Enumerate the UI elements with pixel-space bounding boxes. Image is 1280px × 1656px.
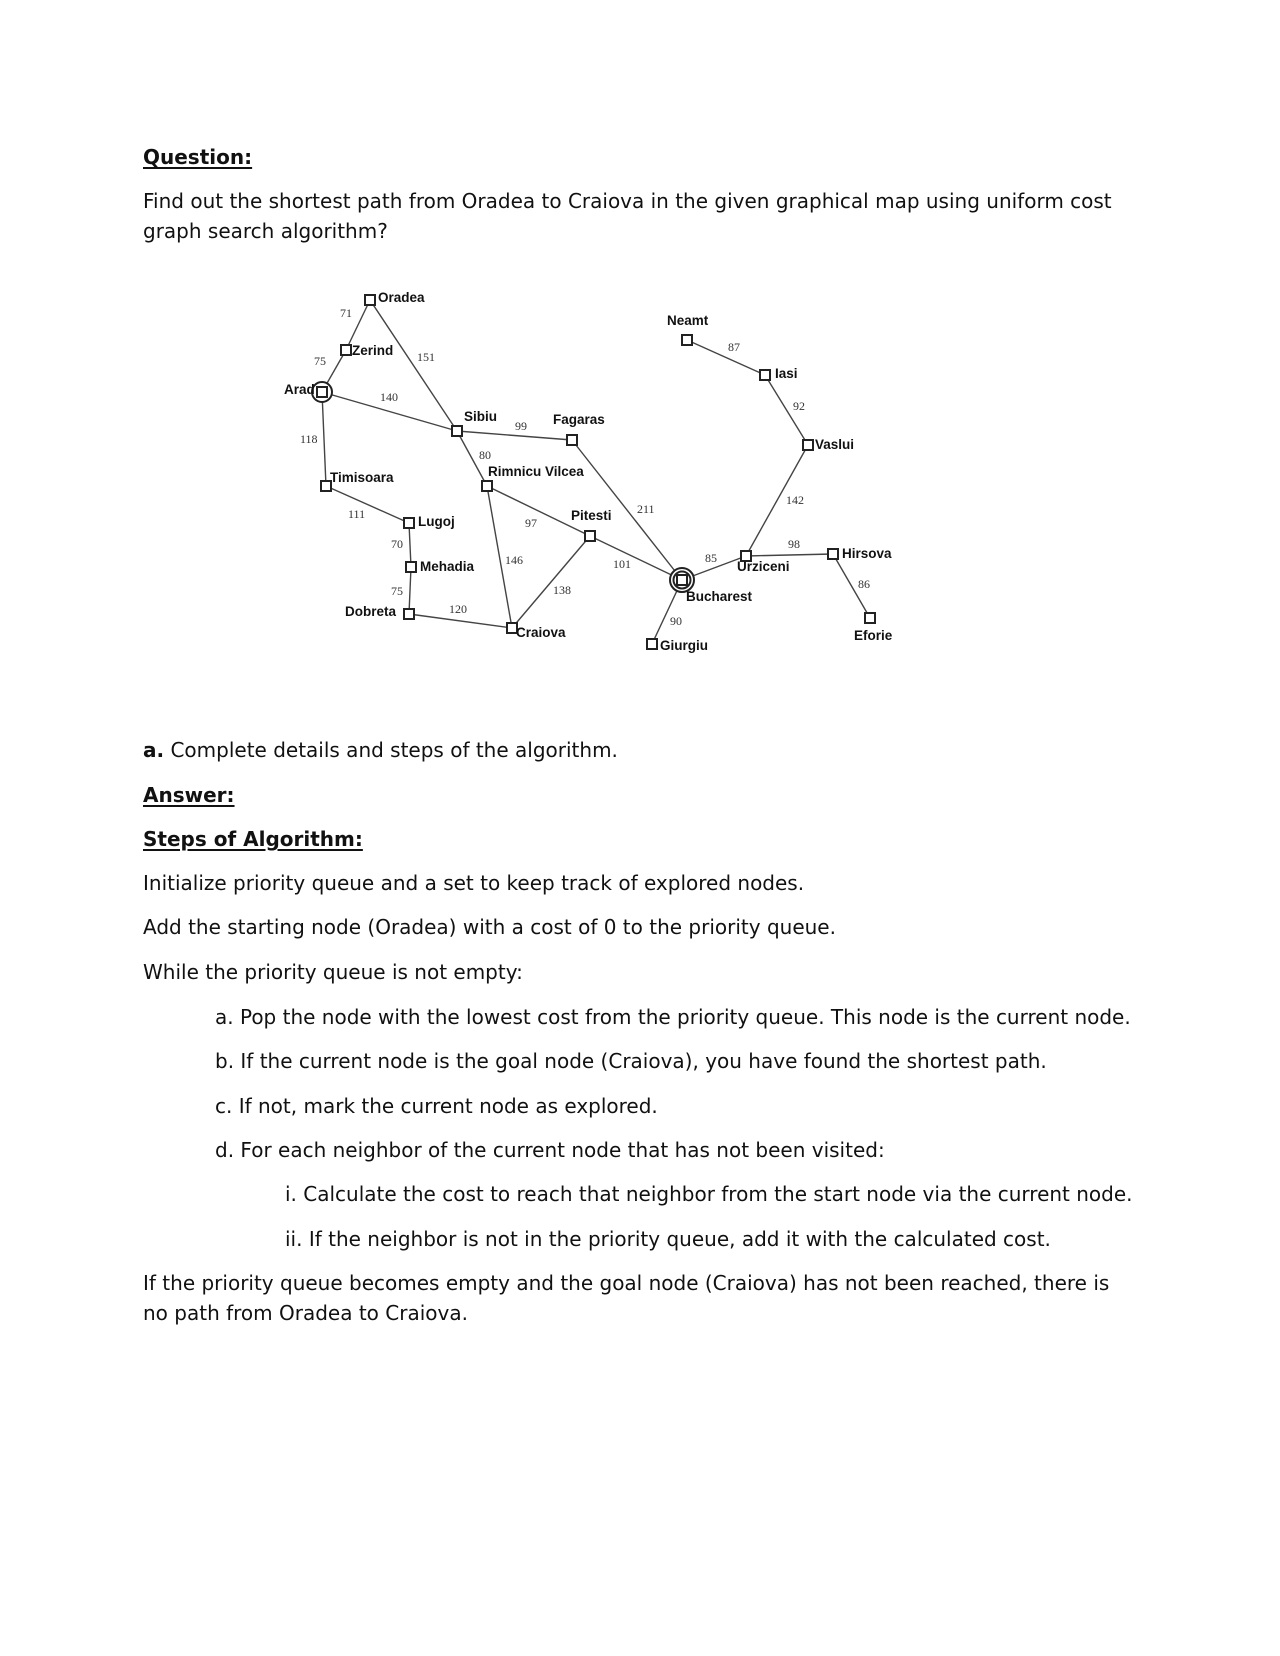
map-roads: [322, 300, 870, 644]
dist-neamt-iasi: 87: [728, 340, 740, 354]
city-label-fagaras: Fagaras: [553, 412, 605, 427]
rimnicu-marker: [482, 481, 492, 491]
dist-zerind-arad: 75: [314, 354, 326, 368]
city-label-eforie: Eforie: [854, 628, 893, 643]
road-mehadia-dobreta: [409, 567, 411, 614]
vaslui-marker: [803, 440, 813, 450]
oradea-marker: [365, 295, 375, 305]
dist-hirsova-eforie: 86: [858, 577, 870, 591]
dist-mehadia-dobreta: 75: [391, 584, 403, 598]
city-label-rimnicu: Rimnicu Vilcea: [488, 464, 584, 479]
step-add-start: Add the starting node (Oradea) with a cost of 0 to the priority queue.: [143, 915, 836, 939]
dobreta-marker: [404, 609, 414, 619]
city-label-zerind: Zerind: [352, 343, 394, 358]
city-label-urziceni: Urziceni: [737, 559, 790, 574]
step-while-loop: While the priority queue is not empty:: [143, 960, 523, 984]
dist-craiova-pitesti: 138: [553, 583, 571, 597]
map-graph: [284, 290, 950, 690]
arad-marker: [312, 382, 332, 402]
substep-d-ii: ii. If the neighbor is not in the priority queue, add it with the calculated cost.: [285, 1227, 1051, 1251]
answer-heading: Answer:: [143, 783, 235, 807]
city-label-lugoj: Lugoj: [418, 514, 455, 529]
city-label-sibiu: Sibiu: [464, 409, 497, 424]
city-label-bucharest: Bucharest: [686, 589, 753, 604]
city-labels: [284, 290, 893, 653]
city-label-pitesti: Pitesti: [571, 508, 612, 523]
zerind-marker: [341, 345, 351, 355]
neamt-marker: [682, 335, 692, 345]
substep-d-i: i. Calculate the cost to reach that neighbor from the start node via the current node.: [285, 1182, 1133, 1206]
question-heading: Question:: [143, 145, 253, 169]
city-label-craiova: Craiova: [516, 625, 566, 640]
road-pitesti-bucharest: [590, 536, 682, 580]
dist-lugoj-mehadia: 70: [391, 537, 403, 551]
part-a-text: Complete details and steps of the algorithm.: [170, 738, 618, 762]
road-dobreta-craiova: [409, 614, 512, 628]
substep-c: c. If not, mark the current node as explored.: [215, 1094, 658, 1118]
road-timisoara-lugoj: [326, 486, 409, 523]
city-label-timisoara: Timisoara: [330, 470, 394, 485]
steps-heading: Steps of Algorithm:: [143, 827, 363, 851]
romania-road-map: [284, 290, 950, 690]
dist-urziceni-hirsova: 98: [788, 537, 800, 551]
iasi-marker: [760, 370, 770, 380]
road-lugoj-mehadia: [409, 523, 411, 567]
part-a-label: a.: [143, 738, 165, 762]
sibiu-marker: [452, 426, 462, 436]
road-arad-timisoara: [322, 392, 326, 486]
dist-pitesti-bucharest: 101: [613, 557, 631, 571]
city-label-dobreta: Dobreta: [345, 604, 397, 619]
city-label-neamt: Neamt: [667, 313, 709, 328]
dist-rimnicu-craiova: 146: [505, 553, 523, 567]
dist-rimnicu-pitesti: 97: [525, 516, 537, 530]
dist-arad-timisoara: 118: [300, 432, 318, 446]
road-craiova-pitesti: [512, 536, 590, 628]
dist-oradea-sibiu: 151: [417, 350, 435, 364]
dist-bucharest-urziceni: 85: [705, 551, 717, 565]
city-label-mehadia: Mehadia: [420, 559, 475, 574]
lugoj-marker: [404, 518, 414, 528]
dist-arad-sibiu: 140: [380, 390, 398, 404]
city-label-vaslui: Vaslui: [815, 437, 855, 452]
dist-vaslui-urziceni: 142: [786, 493, 804, 507]
fagaras-marker: [567, 435, 577, 445]
dist-oradea-zerind: 71: [340, 306, 352, 320]
substep-d: d. For each neighbor of the current node that has not been visited:: [215, 1138, 885, 1162]
road-urziceni-hirsova: [746, 554, 833, 556]
dist-timisoara-lugoj: 111: [348, 507, 366, 521]
giurgiu-marker: [647, 639, 657, 649]
step-initialize: Initialize priority queue and a set to keep track of explored nodes.: [143, 871, 805, 895]
pitesti-marker: [585, 531, 595, 541]
substep-b: b. If the current node is the goal node (Craiova), you have found the shortest path.: [215, 1049, 1047, 1073]
city-label-hirsova: Hirsova: [842, 546, 892, 561]
dist-sibiu-fagaras: 99: [515, 419, 527, 433]
city-label-arad: Arad: [284, 382, 315, 397]
dist-bucharest-giurgiu: 90: [670, 614, 682, 628]
hirsova-marker: [828, 549, 838, 559]
dist-fagaras-bucharest: 211: [637, 502, 655, 516]
city-label-giurgiu: Giurgiu: [660, 638, 708, 653]
dist-sibiu-rimnicu: 80: [479, 448, 491, 462]
question-text: Find out the shortest path from Oradea to Craiova in the given graphical map using uniform cost graph search algorithm?: [143, 189, 1112, 243]
part-a-prompt: [143, 735, 618, 765]
road-oradea-sibiu: [370, 300, 457, 431]
city-label-oradea: Oradea: [378, 290, 425, 305]
substep-a: a. Pop the node with the lowest cost from the priority queue. This node is the current node.: [215, 1005, 1131, 1029]
road-neamt-iasi: [687, 340, 765, 375]
dist-dobreta-craiova: 120: [449, 602, 467, 616]
city-label-iasi: Iasi: [775, 366, 798, 381]
dist-iasi-vaslui: 92: [793, 399, 805, 413]
eforie-marker: [865, 613, 875, 623]
mehadia-marker: [406, 562, 416, 572]
conclusion-text: If the priority queue becomes empty and the goal node (Craiova) has not been reached, there is no path from Oradea to Craiova.: [143, 1271, 1110, 1325]
